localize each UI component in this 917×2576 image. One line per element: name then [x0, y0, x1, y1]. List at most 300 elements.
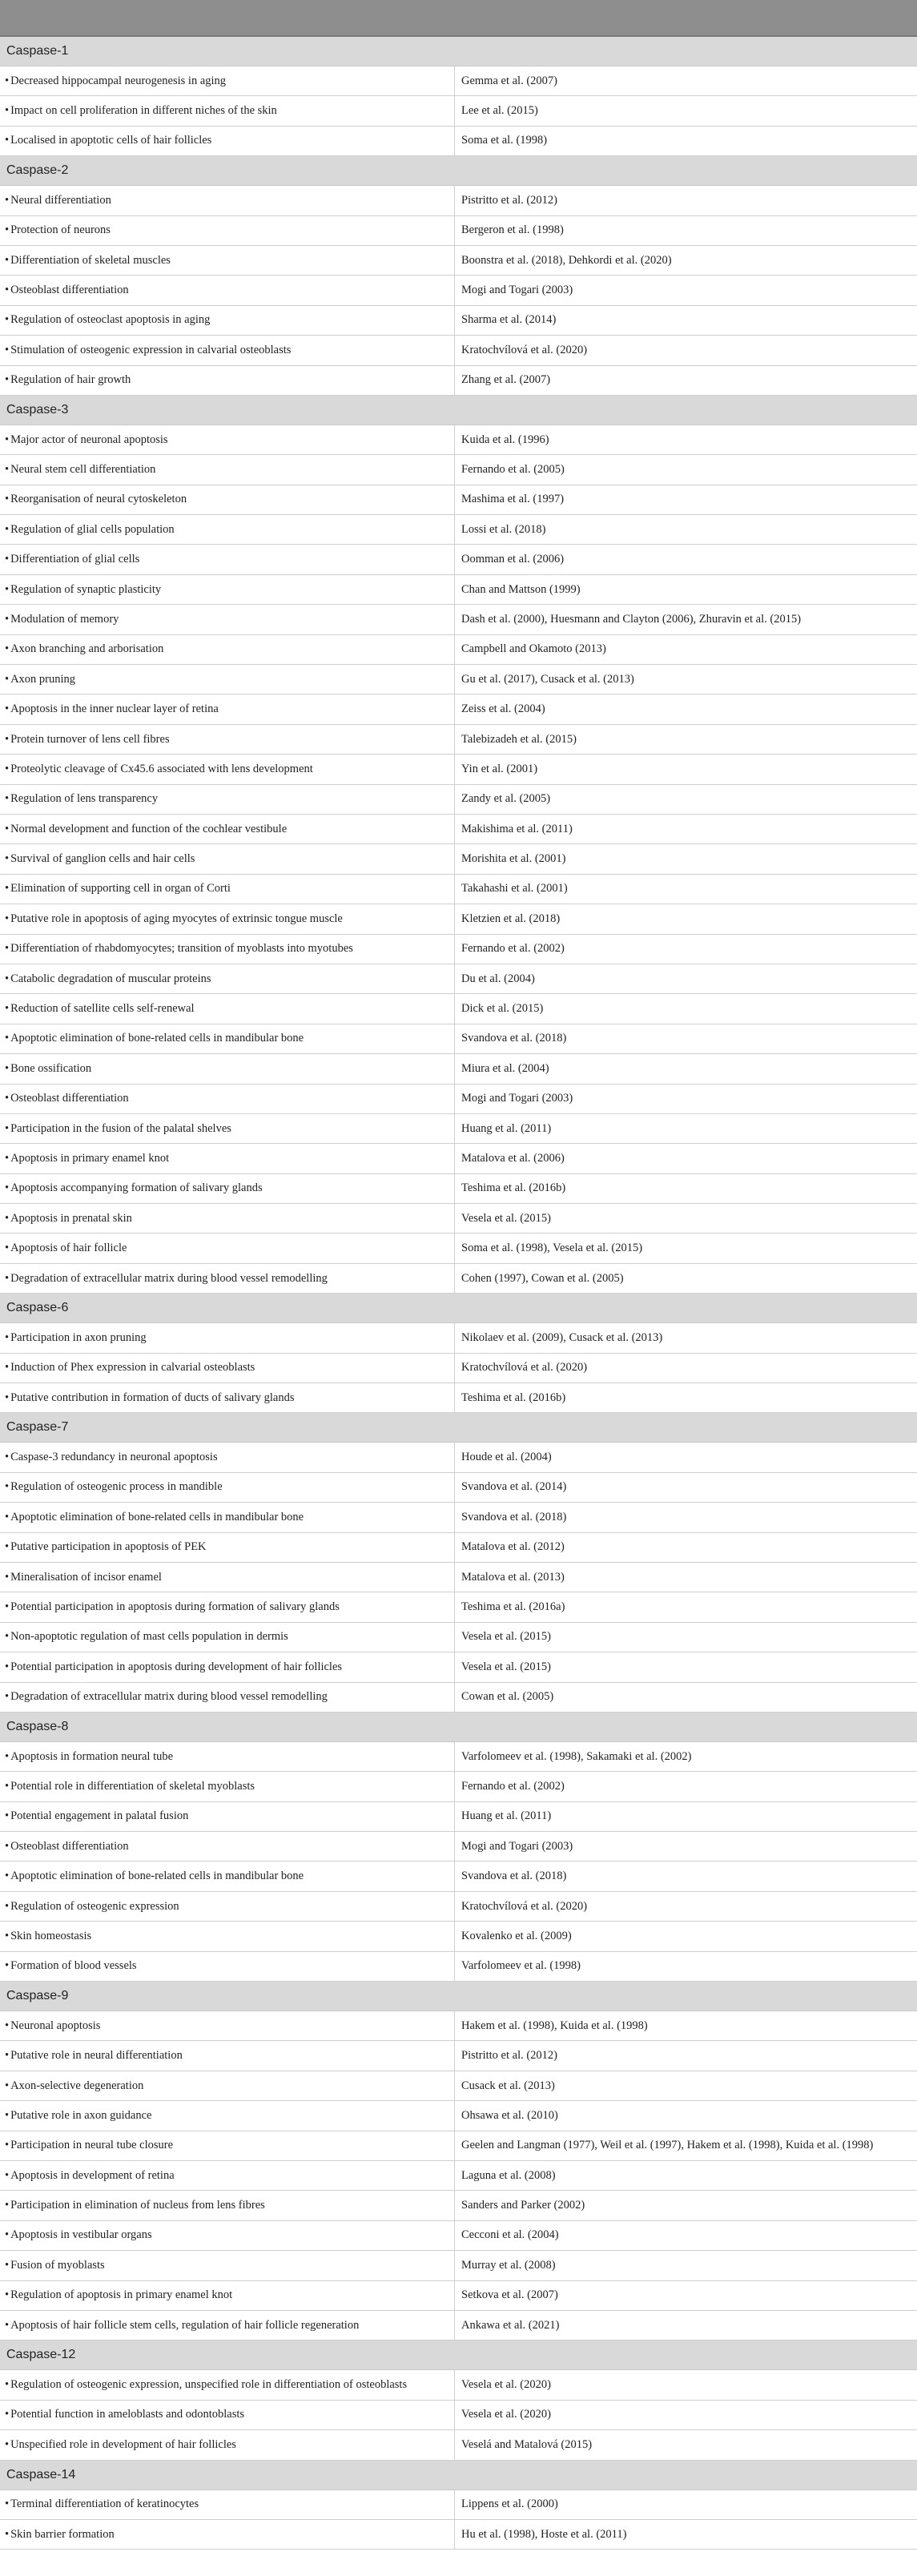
- reference-cell: [455, 785, 917, 814]
- reference-cell: [455, 725, 917, 754]
- reference-text: Nikolaev et al. (2009), Cusack et al. (2013): [461, 1330, 663, 1344]
- role-cell: [0, 127, 455, 155]
- reference-cell: [455, 186, 917, 215]
- role-cell: [0, 1204, 455, 1233]
- reference-cell: [455, 1533, 917, 1562]
- reference-cell: [455, 815, 917, 843]
- reference-text: Zhang et al. (2007): [461, 373, 551, 387]
- bullet-icon: •: [5, 193, 10, 207]
- reference-cell: [455, 366, 917, 395]
- reference-text: Lossi et al. (2018): [461, 522, 546, 536]
- reference-cell: [455, 545, 917, 574]
- bullet-icon: •: [5, 2258, 10, 2272]
- reference-text: Vesela et al. (2015): [461, 1660, 551, 1673]
- role-cell: [0, 485, 455, 514]
- role-cell: [0, 1652, 455, 1681]
- table-row: [0, 1144, 917, 1173]
- bullet-icon: •: [5, 1540, 10, 1554]
- reference-text: Mogi and Togari (2003): [461, 1839, 573, 1853]
- role-text: Skin homeostasis: [10, 1929, 92, 1942]
- table-row: [0, 635, 917, 665]
- table-row: [0, 935, 917, 964]
- bullet-icon: •: [5, 1929, 10, 1942]
- bullet-icon: •: [5, 1002, 10, 1016]
- bullet-icon: •: [5, 2199, 10, 2212]
- reference-cell: [455, 694, 917, 723]
- role-cell: [0, 2041, 455, 2070]
- group-header: [0, 1294, 917, 1323]
- role-cell: [0, 336, 455, 364]
- role-cell: [0, 2430, 455, 2459]
- bullet-icon: •: [5, 1480, 10, 1494]
- bullet-icon: •: [5, 2049, 10, 2063]
- role-text: Major actor of neuronal apoptosis: [10, 433, 168, 446]
- role-text: Putative role in neural differentiation: [10, 2049, 183, 2063]
- table-row: [0, 904, 917, 934]
- role-cell: [0, 1623, 455, 1652]
- role-cell: [0, 2520, 455, 2549]
- role-text: Regulation of glial cells population: [10, 522, 175, 536]
- role-cell: [0, 1323, 455, 1352]
- bullet-icon: •: [5, 2527, 10, 2541]
- role-cell: [0, 725, 455, 754]
- reference-text: Bergeron et al. (1998): [461, 223, 564, 237]
- reference-text: Varfolomeev et al. (1998): [461, 1959, 581, 1973]
- role-cell: [0, 186, 455, 215]
- reference-text: Hu et al. (1998), Hoste et al. (2011): [461, 2527, 627, 2541]
- reference-cell: [455, 1862, 917, 1890]
- table-row: [0, 2221, 917, 2251]
- table-row: [0, 815, 917, 844]
- table-row: [0, 515, 917, 545]
- role-cell: [0, 1443, 455, 1471]
- table-row: [0, 2251, 917, 2280]
- table-row: [0, 665, 917, 694]
- reference-text: Gu et al. (2017), Cusack et al. (2013): [461, 672, 634, 686]
- role-text: Regulation of osteogenic process in mandible: [10, 1480, 223, 1494]
- role-cell: [0, 1354, 455, 1383]
- reference-text: Svandova et al. (2014): [461, 1480, 567, 1494]
- bullet-icon: •: [5, 1391, 10, 1404]
- bullet-icon: •: [5, 1510, 10, 1523]
- role-cell: [0, 1503, 455, 1532]
- role-text: Elimination of supporting cell in organ of Corti: [10, 882, 231, 896]
- reference-text: Huang et al. (2011): [461, 1121, 552, 1135]
- table-row: [0, 1802, 917, 1832]
- table-row: [0, 1174, 917, 1204]
- role-text: Survival of ganglion cells and hair cells: [10, 852, 195, 866]
- bullet-icon: •: [5, 343, 10, 356]
- bullet-icon: •: [5, 822, 10, 835]
- reference-cell: [455, 216, 917, 245]
- role-text: Reduction of satellite cells self-renewal: [10, 1002, 195, 1016]
- role-text: Apoptotic elimination of bone-related cells in mandibular bone: [10, 1510, 304, 1523]
- reference-cell: [455, 96, 917, 125]
- role-text: Modulation of memory: [10, 612, 119, 626]
- bullet-icon: •: [5, 74, 10, 87]
- role-cell: [0, 2490, 455, 2519]
- role-text: Formation of blood vessels: [10, 1959, 137, 1973]
- table-row: [0, 1503, 917, 1532]
- bullet-icon: •: [5, 642, 10, 656]
- role-text: Induction of Phex expression in calvarial osteoblasts: [10, 1361, 255, 1375]
- role-text: Participation in axon pruning: [10, 1330, 147, 1344]
- role-text: Degradation of extracellular matrix during blood vessel remodelling: [10, 1690, 328, 1704]
- role-cell: [0, 1892, 455, 1921]
- reference-text: Kratochvílová et al. (2020): [461, 1361, 588, 1375]
- role-cell: [0, 1832, 455, 1861]
- group-header: [0, 1413, 917, 1443]
- role-cell: [0, 2071, 455, 2100]
- bullet-icon: •: [5, 2498, 10, 2511]
- table-row: [0, 1533, 917, 1563]
- bullet-icon: •: [5, 1061, 10, 1075]
- reference-text: Setkova et al. (2007): [461, 2288, 558, 2302]
- table-row: [0, 1354, 917, 1383]
- role-cell: [0, 755, 455, 783]
- table-row: [0, 1054, 917, 1084]
- reference-text: Mogi and Togari (2003): [461, 1092, 573, 1105]
- reference-text: Boonstra et al. (2018), Dehkordi et al. (2020): [461, 253, 672, 267]
- reference-cell: [455, 605, 917, 634]
- reference-cell: [455, 1503, 917, 1532]
- bullet-icon: •: [5, 582, 10, 596]
- role-text: Osteoblast differentiation: [10, 1092, 129, 1105]
- reference-cell: [455, 1652, 917, 1681]
- bullet-icon: •: [5, 2139, 10, 2152]
- table-row: [0, 1592, 917, 1622]
- bullet-icon: •: [5, 672, 10, 686]
- reference-text: Cusack et al. (2013): [461, 2079, 555, 2092]
- role-text: Protein turnover of lens cell fibres: [10, 732, 170, 746]
- reference-text: Sharma et al. (2014): [461, 313, 557, 327]
- bullet-icon: •: [5, 522, 10, 536]
- bullet-icon: •: [5, 1211, 10, 1225]
- reference-text: Vesela et al. (2015): [461, 1211, 551, 1225]
- role-text: Apoptosis of hair follicle: [10, 1242, 127, 1255]
- bullet-icon: •: [5, 1690, 10, 1704]
- table-row: [0, 1234, 917, 1263]
- bullet-icon: •: [5, 1600, 10, 1614]
- reference-text: Geelen and Langman (1977), Weil et al. (1997), Hakem et al. (1998), Kuida et al. (1998): [461, 2139, 874, 2152]
- table-row: [0, 844, 917, 874]
- role-text: Apoptosis in formation neural tube: [10, 1749, 174, 1763]
- bullet-icon: •: [5, 2228, 10, 2242]
- reference-cell: [455, 1383, 917, 1412]
- bullet-icon: •: [5, 2019, 10, 2032]
- table-row: [0, 1264, 917, 1294]
- reference-text: Veselá and Matalová (2015): [461, 2437, 593, 2451]
- role-text: Regulation of osteogenic expression: [10, 1899, 179, 1913]
- table-row: [0, 96, 917, 126]
- role-text: Putative role in axon guidance: [10, 2108, 152, 2122]
- reference-text: Svandova et al. (2018): [461, 1032, 567, 1045]
- reference-cell: [455, 1114, 917, 1143]
- reference-text: Svandova et al. (2018): [461, 1510, 567, 1523]
- reference-text: Fernando et al. (2002): [461, 942, 565, 956]
- table-row: [0, 2490, 917, 2520]
- role-cell: [0, 1533, 455, 1562]
- role-cell: [0, 1862, 455, 1890]
- table-row: [0, 2281, 917, 2311]
- table-row: [0, 2430, 917, 2460]
- role-cell: [0, 1114, 455, 1143]
- reference-cell: [455, 1204, 917, 1233]
- group-label: Caspase-9: [6, 1989, 69, 2003]
- role-text: Putative participation in apoptosis of PEK: [10, 1540, 207, 1554]
- reference-cell: [455, 1144, 917, 1173]
- table-row: [0, 1085, 917, 1114]
- reference-text: Murray et al. (2008): [461, 2258, 556, 2272]
- role-cell: [0, 1264, 455, 1293]
- reference-text: Ankawa et al. (2021): [461, 2318, 560, 2332]
- reference-text: Kratochvílová et al. (2020): [461, 343, 588, 356]
- role-cell: [0, 1563, 455, 1592]
- reference-cell: [455, 425, 917, 454]
- role-text: Axon pruning: [10, 672, 76, 686]
- group-label: Caspase-3: [6, 402, 69, 417]
- reference-text: Morishita et al. (2001): [461, 852, 566, 866]
- role-text: Apoptotic elimination of bone-related cells in mandibular bone: [10, 1032, 304, 1045]
- table-row: [0, 276, 917, 305]
- role-text: Regulation of synaptic plasticity: [10, 582, 162, 596]
- bullet-icon: •: [5, 1570, 10, 1584]
- reference-text: Mogi and Togari (2003): [461, 284, 573, 297]
- bullet-icon: •: [5, 1660, 10, 1673]
- reference-text: Ohsawa et al. (2010): [461, 2108, 558, 2122]
- bullet-icon: •: [5, 493, 10, 506]
- role-cell: [0, 1592, 455, 1621]
- reference-cell: [455, 1085, 917, 1113]
- table-row: [0, 2161, 917, 2191]
- role-cell: [0, 605, 455, 634]
- table-row: [0, 336, 917, 365]
- table-row: [0, 605, 917, 634]
- role-text: Localised in apoptotic cells of hair follicles: [10, 134, 212, 147]
- role-cell: [0, 844, 455, 873]
- reference-text: Pistritto et al. (2012): [461, 2049, 558, 2063]
- role-cell: [0, 1683, 455, 1712]
- bullet-icon: •: [5, 1032, 10, 1045]
- bullet-icon: •: [5, 1092, 10, 1105]
- bullet-icon: •: [5, 1151, 10, 1165]
- reference-cell: [455, 306, 917, 335]
- reference-text: Dick et al. (2015): [461, 1002, 544, 1016]
- role-text: Skin barrier formation: [10, 2527, 115, 2541]
- table-row: [0, 875, 917, 904]
- bullet-icon: •: [5, 2378, 10, 2392]
- role-text: Neural differentiation: [10, 193, 111, 207]
- group-label: Caspase-14: [6, 2467, 76, 2481]
- bullet-icon: •: [5, 2408, 10, 2421]
- reference-cell: [455, 2311, 917, 2340]
- table-row: [0, 545, 917, 574]
- reference-text: Cohen (1997), Cowan et al. (2005): [461, 1271, 624, 1285]
- role-cell: [0, 2311, 455, 2340]
- role-text: Putative role in apoptosis of aging myocytes of extrinsic tongue muscle: [10, 912, 343, 925]
- bullet-icon: •: [5, 462, 10, 476]
- role-cell: [0, 935, 455, 964]
- table-row: [0, 1323, 917, 1353]
- reference-cell: [455, 665, 917, 694]
- role-text: Potential role in differentiation of skeletal myoblasts: [10, 1780, 255, 1793]
- role-cell: [0, 2191, 455, 2220]
- reference-text: Takahashi et al. (2001): [461, 882, 568, 896]
- bullet-icon: •: [5, 1181, 10, 1195]
- reference-text: Yin et al. (2001): [461, 762, 538, 775]
- bullet-icon: •: [5, 2288, 10, 2302]
- role-text: Regulation of osteogenic expression, unspecified role in differentiation of osteoblasts: [10, 2378, 408, 2392]
- role-text: Apoptosis in vestibular organs: [10, 2228, 152, 2242]
- reference-cell: [455, 2251, 917, 2280]
- role-text: Putative contribution in formation of ducts of salivary glands: [10, 1391, 295, 1404]
- reference-cell: [455, 2041, 917, 2070]
- bullet-icon: •: [5, 284, 10, 297]
- group-header: [0, 2341, 917, 2370]
- role-text: Participation in the fusion of the palatal shelves: [10, 1121, 231, 1135]
- reference-cell: [455, 964, 917, 993]
- role-text: Reorganisation of neural cytoskeleton: [10, 493, 187, 506]
- table-row: [0, 1473, 917, 1503]
- reference-text: Huang et al. (2011): [461, 1809, 552, 1823]
- role-text: Catabolic degradation of muscular proteins: [10, 972, 211, 985]
- bullet-icon: •: [5, 433, 10, 446]
- table-row: [0, 2041, 917, 2071]
- reference-text: Oomman et al. (2006): [461, 553, 565, 566]
- table-row: [0, 1114, 917, 1144]
- reference-cell: [455, 515, 917, 544]
- reference-text: Kletzien et al. (2018): [461, 912, 561, 925]
- table-body: [0, 37, 917, 2550]
- bullet-icon: •: [5, 1361, 10, 1375]
- bullet-icon: •: [5, 942, 10, 956]
- role-cell: [0, 455, 455, 484]
- reference-cell: [455, 1054, 917, 1083]
- role-text: Protection of neurons: [10, 223, 111, 237]
- role-text: Potential function in ameloblasts and odontoblasts: [10, 2408, 245, 2421]
- reference-text: Houde et al. (2004): [461, 1451, 552, 1464]
- role-cell: [0, 1174, 455, 1203]
- reference-cell: [455, 127, 917, 155]
- bullet-icon: •: [5, 2318, 10, 2332]
- reference-cell: [455, 1832, 917, 1861]
- reference-cell: [455, 1623, 917, 1652]
- bullet-icon: •: [5, 2108, 10, 2122]
- reference-cell: [455, 1772, 917, 1801]
- reference-cell: [455, 1323, 917, 1352]
- bullet-icon: •: [5, 2437, 10, 2451]
- table-row: [0, 246, 917, 276]
- bullet-icon: •: [5, 1839, 10, 1853]
- reference-cell: [455, 1563, 917, 1592]
- role-text: Regulation of apoptosis in primary enamel knot: [10, 2288, 233, 2302]
- bullet-icon: •: [5, 223, 10, 237]
- role-cell: [0, 1772, 455, 1801]
- reference-text: Campbell and Okamoto (2013): [461, 642, 606, 656]
- reference-cell: [455, 1443, 917, 1471]
- table-row: [0, 1204, 917, 1234]
- role-cell: [0, 964, 455, 993]
- reference-text: Du et al. (2004): [461, 972, 535, 985]
- bullet-icon: •: [5, 852, 10, 866]
- reference-cell: [455, 2101, 917, 2130]
- role-cell: [0, 96, 455, 125]
- bullet-icon: •: [5, 1870, 10, 1883]
- table-row: [0, 485, 917, 515]
- role-text: Terminal differentiation of keratinocytes: [10, 2498, 199, 2511]
- table-row: [0, 2071, 917, 2101]
- table-row: [0, 755, 917, 784]
- role-cell: [0, 545, 455, 574]
- role-text: Apoptosis in development of retina: [10, 2168, 175, 2182]
- reference-text: Soma et al. (1998): [461, 134, 548, 147]
- role-cell: [0, 994, 455, 1023]
- bullet-icon: •: [5, 1630, 10, 1644]
- table-row: [0, 2370, 917, 2400]
- role-cell: [0, 366, 455, 395]
- reference-text: Chan and Mattson (1999): [461, 582, 581, 596]
- reference-text: Dash et al. (2000), Huesmann and Clayton (2006), Zhuravin et al. (2015): [461, 612, 802, 626]
- table-row: [0, 1772, 917, 1801]
- role-cell: [0, 216, 455, 245]
- reference-cell: [455, 2011, 917, 2040]
- role-cell: [0, 2161, 455, 2190]
- reference-cell: [455, 2161, 917, 2190]
- role-text: Normal development and function of the cochlear vestibule: [10, 822, 288, 835]
- table-header-bar: [0, 0, 917, 37]
- table-row: [0, 694, 917, 724]
- table-row: [0, 785, 917, 815]
- table-row: [0, 2520, 917, 2550]
- role-text: Apoptosis in primary enamel knot: [10, 1151, 170, 1165]
- bullet-icon: •: [5, 612, 10, 626]
- reference-cell: [455, 336, 917, 364]
- role-text: Apoptosis in prenatal skin: [10, 1211, 132, 1225]
- role-text: Potential participation in apoptosis during development of hair follicles: [10, 1660, 343, 1673]
- role-cell: [0, 2011, 455, 2040]
- reference-cell: [455, 875, 917, 904]
- table-row: [0, 366, 917, 396]
- role-cell: [0, 515, 455, 544]
- role-cell: [0, 1922, 455, 1950]
- role-text: Mineralisation of incisor enamel: [10, 1570, 162, 1584]
- table-row: [0, 1652, 917, 1682]
- reference-cell: [455, 2490, 917, 2519]
- role-cell: [0, 276, 455, 304]
- reference-cell: [455, 2221, 917, 2250]
- role-cell: [0, 2251, 455, 2280]
- role-text: Apoptotic elimination of bone-related cells in mandibular bone: [10, 1870, 304, 1883]
- role-cell: [0, 1802, 455, 1831]
- reference-cell: [455, 2191, 917, 2220]
- bullet-icon: •: [5, 553, 10, 566]
- reference-cell: [455, 1234, 917, 1262]
- table-row: [0, 1892, 917, 1922]
- table-row: [0, 2101, 917, 2131]
- table-row: [0, 1952, 917, 1982]
- table-row: [0, 1623, 917, 1652]
- role-text: Regulation of osteoclast apoptosis in aging: [10, 313, 211, 327]
- reference-cell: [455, 1354, 917, 1383]
- bullet-icon: •: [5, 1809, 10, 1823]
- group-header: [0, 396, 917, 425]
- role-text: Fusion of myoblasts: [10, 2258, 105, 2272]
- group-label: Caspase-2: [6, 163, 69, 178]
- role-cell: [0, 1144, 455, 1173]
- reference-cell: [455, 1174, 917, 1203]
- bullet-icon: •: [5, 134, 10, 147]
- bullet-icon: •: [5, 1780, 10, 1793]
